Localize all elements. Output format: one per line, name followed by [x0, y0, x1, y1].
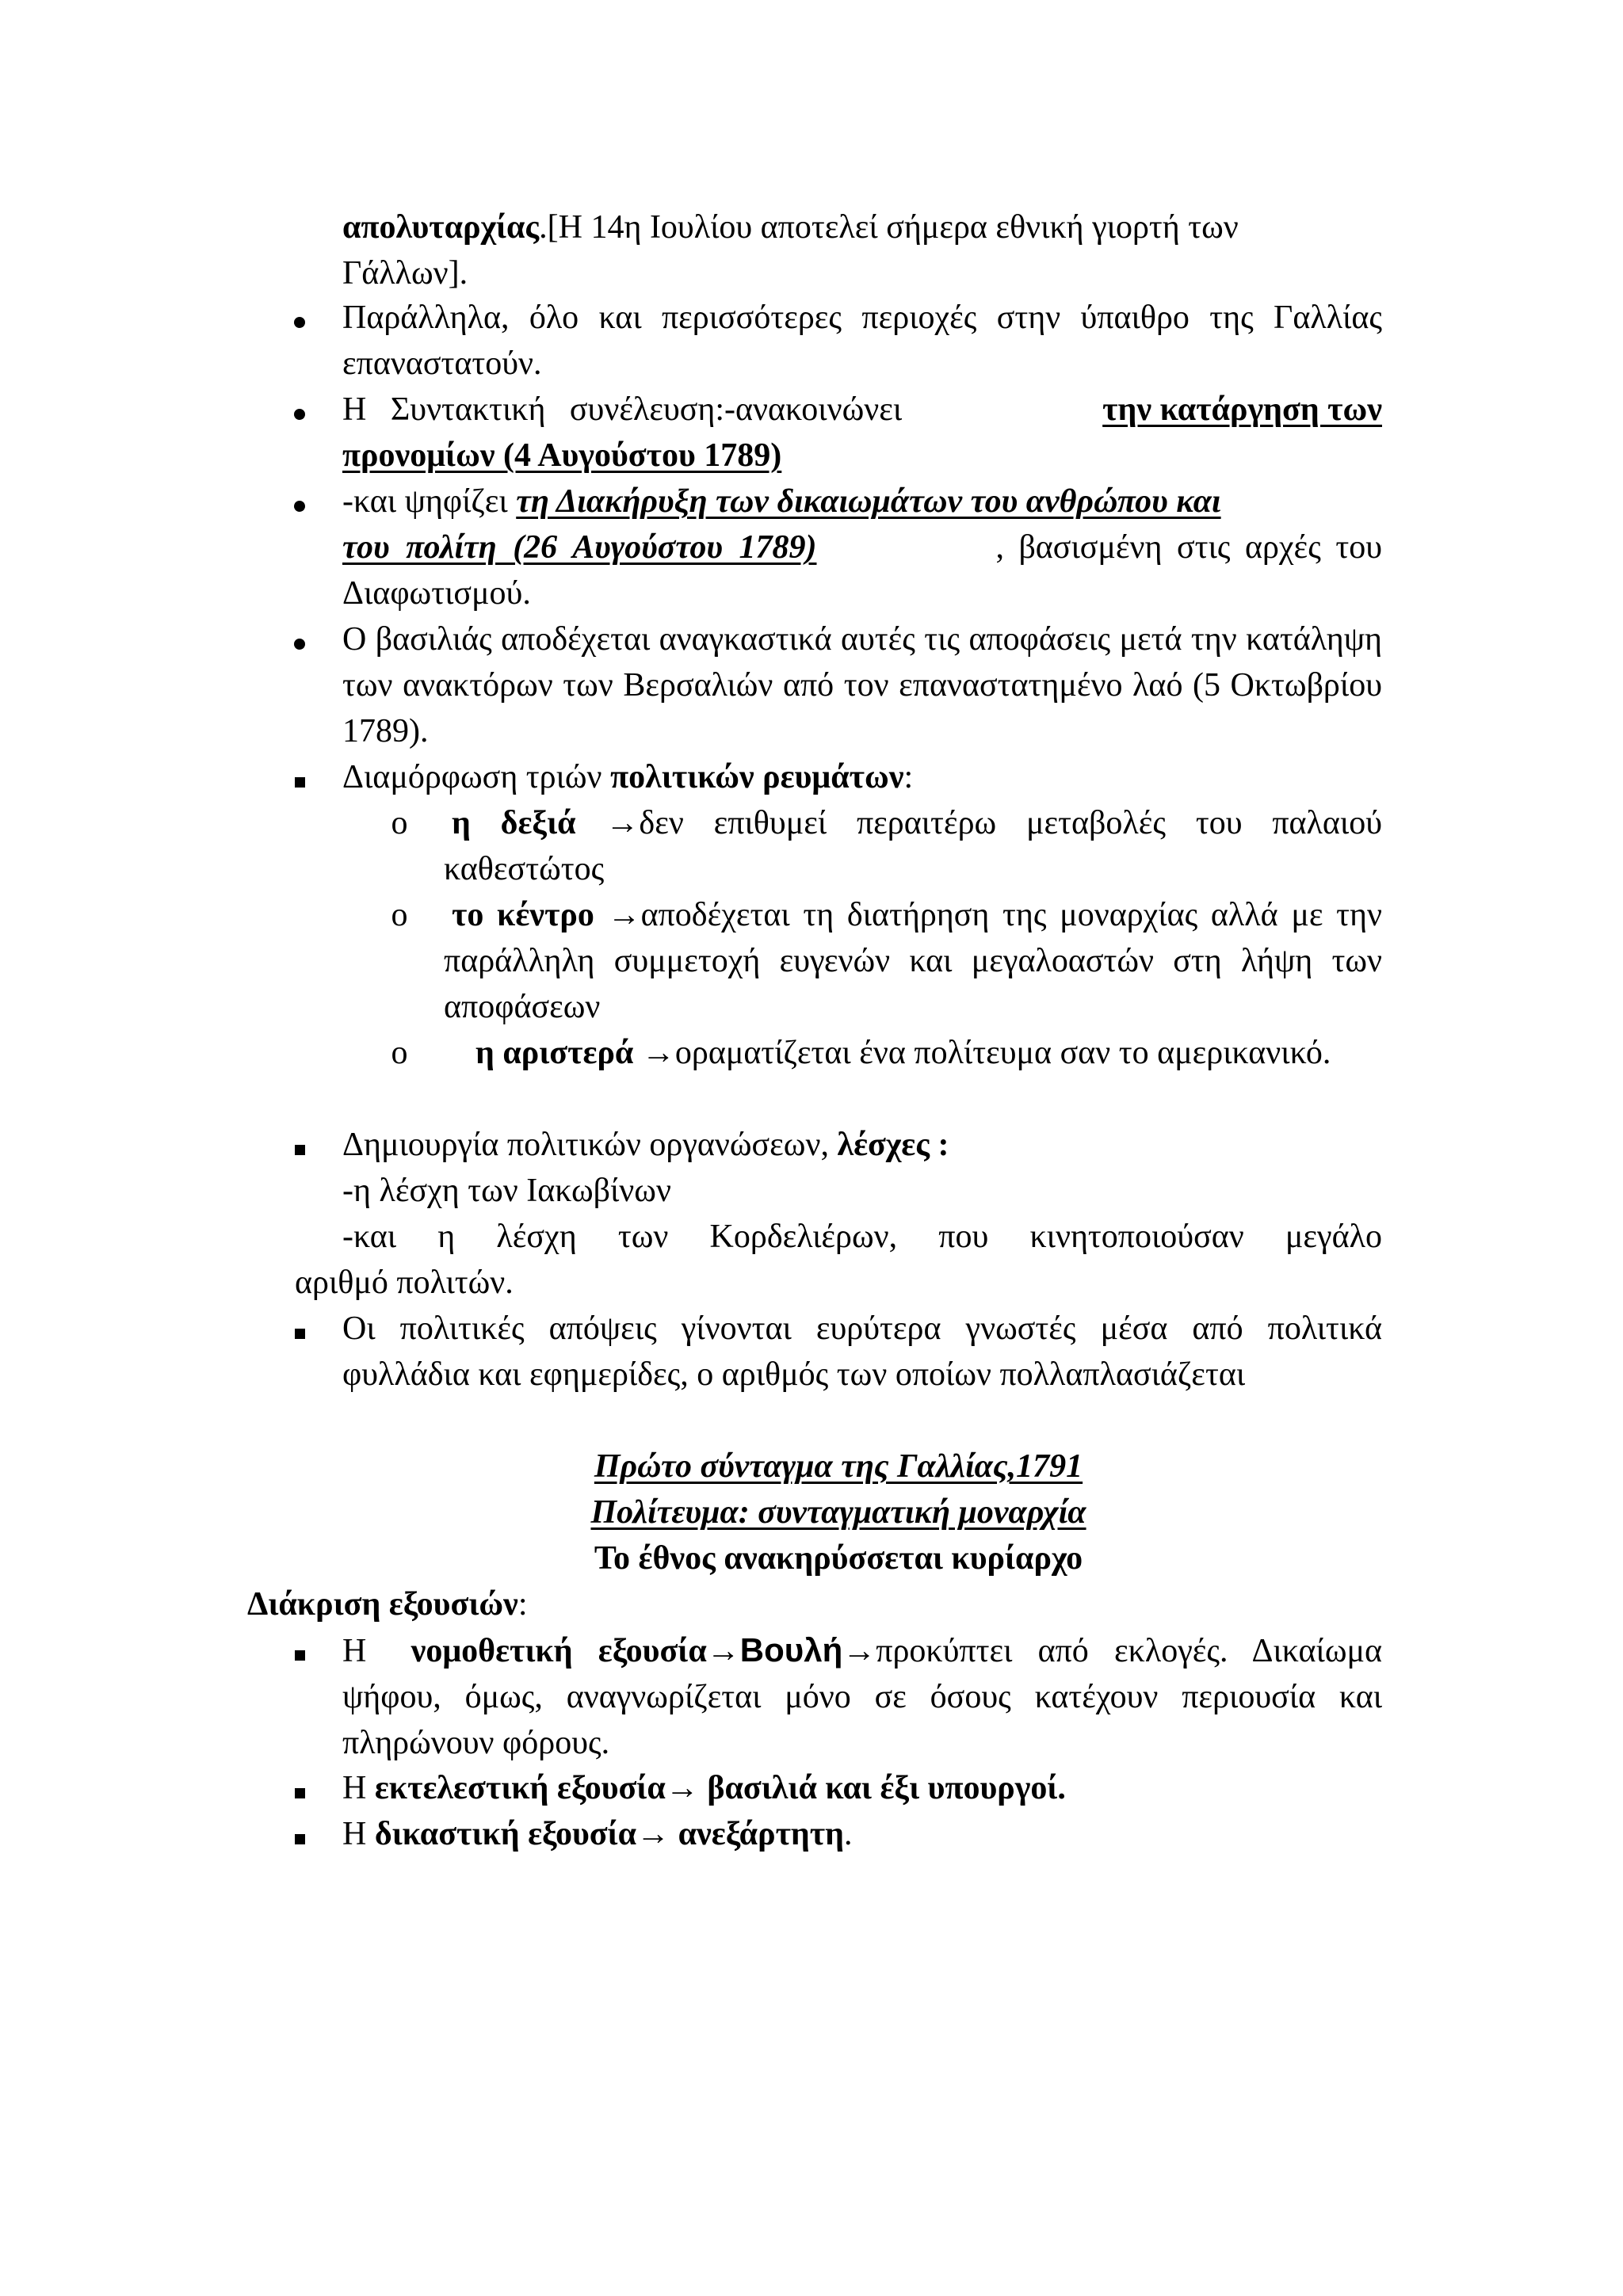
- constitution-heading: [295, 1444, 1382, 1581]
- bullet-dot-icon: [284, 616, 315, 662]
- document-page: απολυταρχίας.[Η 14η Ιουλίου αποτελεί σήμερα εθνική γιορτή των Γάλλων]. Παράλληλα, όλο και περισσότερες περιοχές στην ύπαιθρο της Γαλλίας επαναστατούν. Η Συντακτική συνέλευση:-ανακοινώνει την κατάργηση των προνομίων (4 Αυγούστου 1789) -και ψηφίζει τη Διακήρυξη των δικαιωμάτων του ανθρώπου και του πολίτη (26 Αυγούστου 1789) , βασισμένη στις αρχές του Διαφωτισμού. Ο βασιλιάς αποδέχεται αναγκαστικά αυτές τις αποφάσεις μετά την κατάληψη των ανακτόρων των Βερσαλιών από τον επαναστατημένο λαό (5 Οκτωβρίου 1789). Διαμόρφωση τριών πολιτικών ρευμάτων: o η δεξιά →δεν επιθυμεί περαιτέρω μεταβολές του παλαιού καθεστώτος o το κέντρο →αποδέχεται τη διατήρηση της μοναρχίας αλλά με την παράλληλη συμμετοχή ευγενών και μεγαλοαστών στη λήψη των αποφάσεων o η αριστερά →οραματίζεται ένα πολίτευμα σαν το αμερικανικό. Δημιουργία πολιτικών οργανώσεων, λέσχες : -η λέσχη των Ιακωβίνων -και η λέσχη των Κορδελιέρων, που κινητοποιούσαν μεγάλο αριθμό πολιτών. Οι πολιτικές απόψεις γίνονται ευρύτερα γνωστές μέσα από πολιτικά φυλλάδια και εφημερίδες, ο αριθμός των οποίων πολλαπλασιάζεται Πρώτο σύνταγμα της Γαλλίας,1791 Πολίτευμα: συνταγματική μοναρχία Το έθνος ανακηρύσσεται κυρίαρχο Διάκριση εξουσιών: Η νομοθετική εξουσία→Βουλή→προκύπτει από εκλογές. Δικαίωμα ψήφου, όμως, αναγνωρίζεται μόνο σε όσους κατέχουν περιουσία και πληρώνουν φόρους. Η εκτελεστική εξουσία→ βασιλιά και έξι υπουργοί. Η δικαστική εξουσία→ ανεξάρτητη.: [0, 0, 1623, 2296]
- square-bullet-icon: [284, 1306, 315, 1352]
- heading-line-2: Πολίτευμα: συνταγματική μοναρχία: [590, 1494, 1086, 1531]
- square-bullet-item: Η νομοθετική εξουσία→Βουλή→προκύπτει από εκλογές. Δικαίωμα ψήφου, όμως, αναγνωρίζεται μόνο σε όσους κατέχουν περιουσία και πληρώνουν φόρους.: [342, 1627, 1382, 1766]
- square-bullet-item: Δημιουργία πολιτικών οργανώσεων, λέσχες : -η λέσχη των Ιακωβίνων -και η λέσχη των Κορδελιέρων, που κινητοποιούσαν μεγάλο: [342, 1122, 1382, 1260]
- powers-title: Διάκριση εξουσιών:: [247, 1586, 528, 1623]
- bullet-dot-icon: [284, 479, 315, 524]
- square-bullet-item: Οι πολιτικές απόψεις γίνονται ευρύτερα γνωστές μέσα από πολιτικά φυλλάδια και εφημερίδες, ο αριθμός των οποίων πολλαπλασιάζεται: [342, 1306, 1382, 1398]
- paragraph-line: αριθμό πολιτών.: [295, 1264, 514, 1301]
- sub-item-left: o η αριστερά →οραματίζεται ένα πολίτευμα σαν το αμερικανικό.: [444, 1030, 1382, 1076]
- square-bullet-item: Η δικαστική εξουσία→ ανεξάρτητη.: [342, 1811, 1382, 1857]
- square-bullet-item: Η εκτελεστική εξουσία→ βασιλιά και έξι υπουργοί.: [342, 1765, 1382, 1811]
- circle-bullet-icon: o: [391, 1035, 408, 1071]
- heading-line-1: Πρώτο σύνταγμα της Γαλλίας,1791: [594, 1448, 1083, 1485]
- bullet-dot-icon: [284, 387, 315, 433]
- square-bullet-icon: [284, 1627, 315, 1673]
- square-bullet-icon: [284, 1765, 315, 1811]
- bullet-item: Παράλληλα, όλο και περισσότερες περιοχές στην ύπαιθρο της Γαλλίας επαναστατούν.: [342, 295, 1382, 387]
- declaration-of-rights: τη Διακήρυξη των δικαιωμάτων του ανθρώπου και: [516, 483, 1221, 520]
- bullet-item: Ο βασιλιάς αποδέχεται αναγκαστικά αυτές τις αποφάσεις μετά την κατάληψη των ανακτόρων των Βερσαλιών από τον επαναστατημένο λαό (5 Οκτωβρίου 1789).: [342, 616, 1382, 754]
- abolition-of-privileges: την κατάργηση των: [1102, 391, 1382, 428]
- sub-item-center: o το κέντρο →αποδέχεται τη διατήρηση της μοναρχίας αλλά με την παράλληλη συμμετοχή ευγενών και μεγαλοαστών στη λήψη των αποφάσεων: [444, 892, 1382, 1030]
- square-bullet-item: Διαμόρφωση τριών πολιτικών ρευμάτων:: [342, 754, 1382, 800]
- square-bullet-icon: [284, 1122, 315, 1168]
- circle-bullet-icon: o: [391, 805, 408, 841]
- square-bullet-icon: [284, 754, 315, 800]
- bullet-dot-icon: [284, 295, 315, 341]
- circle-bullet-icon: o: [391, 897, 408, 933]
- square-bullet-icon: [284, 1811, 315, 1857]
- heading-line-3: Το έθνος ανακηρύσσεται κυρίαρχο: [594, 1540, 1083, 1577]
- sub-item-right: o η δεξιά →δεν επιθυμεί περαιτέρω μεταβολές του παλαιού καθεστώτος: [444, 800, 1382, 892]
- bold-term: απολυταρχίας: [342, 209, 540, 246]
